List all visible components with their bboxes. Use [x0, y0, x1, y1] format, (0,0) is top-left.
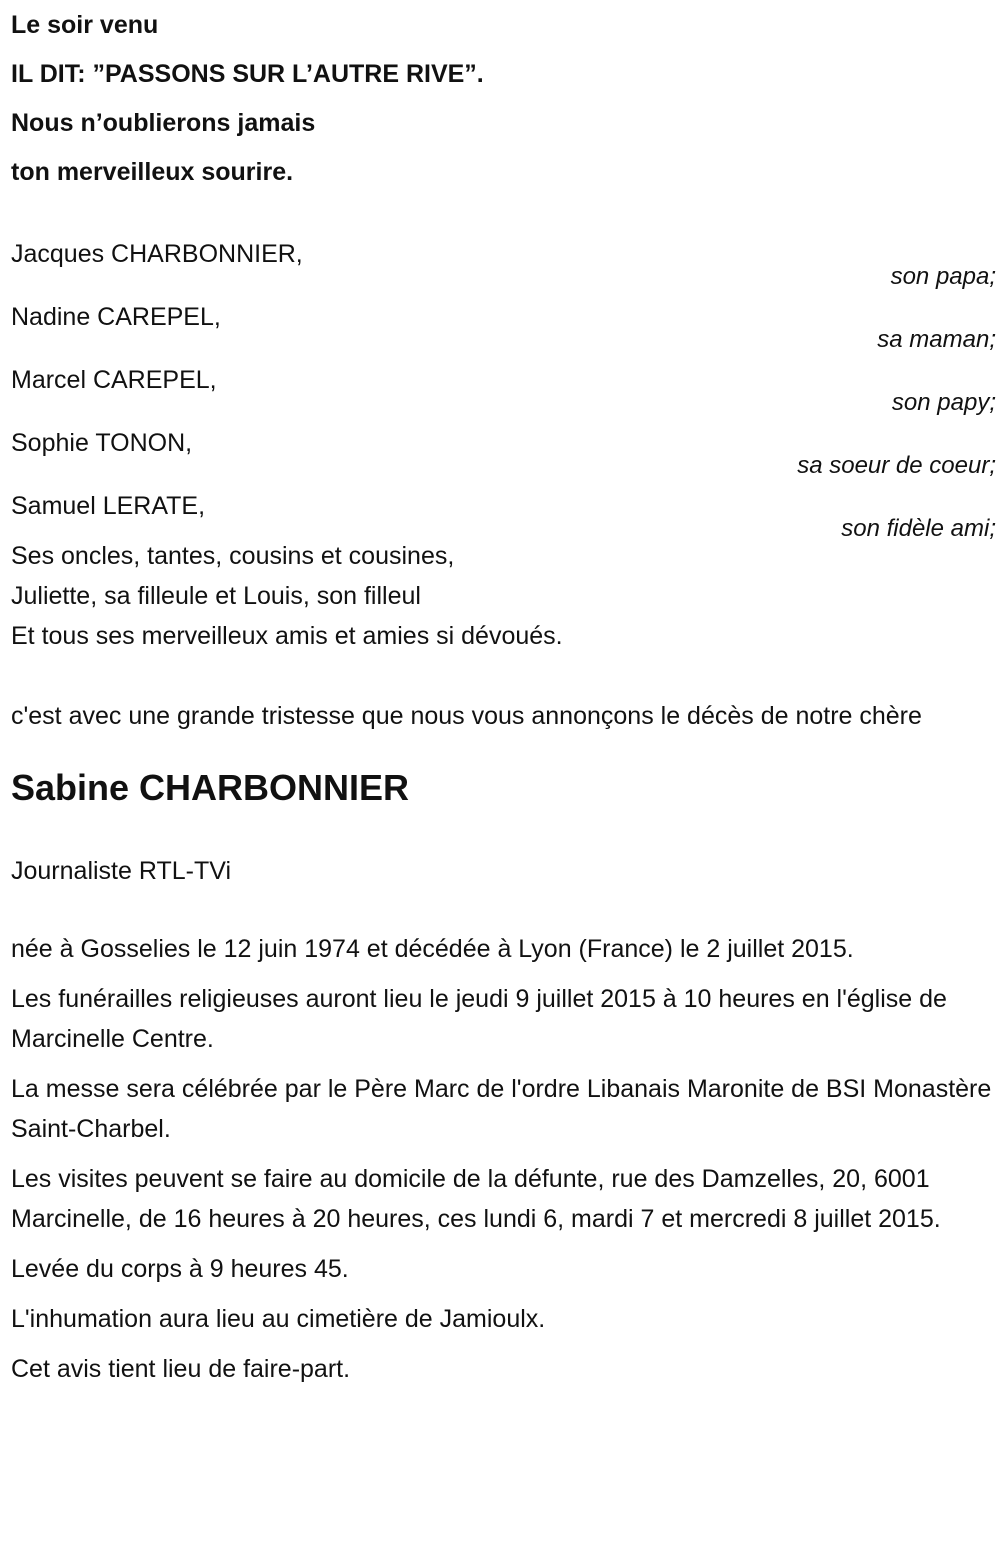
relatives-line: Ses oncles, tantes, cousins et cousines,	[11, 542, 455, 570]
detail-paragraph: L'inhumation aura lieu au cimetière de Jamioulx.	[11, 1305, 546, 1333]
family-member	[11, 354, 996, 417]
other-relatives	[11, 536, 996, 656]
obituary	[11, 0, 996, 1399]
poem-line: Nous n’oublierons jamais	[11, 109, 316, 137]
announcement-intro: c'est avec une grande tristesse que nous vous annonçons le décès de notre chère	[11, 702, 922, 730]
deceased-occupation: Journaliste RTL-TVi	[11, 857, 231, 885]
family-role: sa soeur de coeur;	[797, 452, 996, 479]
family-name: Nadine CAREPEL,	[11, 303, 221, 331]
detail-paragraph: Les funérailles religieuses auront lieu le jeudi 9 juillet 2015 à 10 heures en l'église de Marcinelle Centre.	[11, 985, 947, 1053]
family-name: Samuel LERATE,	[11, 492, 206, 520]
family-role: son papa;	[890, 263, 996, 290]
detail-paragraph: Les visites peuvent se faire au domicile de la défunte, rue des Damzelles, 20, 6001 Marcinelle, de 16 heures à 20 heures, ces lundi 6, mardi 7 et mercredi 8 juillet 2015.	[11, 1165, 941, 1233]
detail-paragraph: Levée du corps à 9 heures 45.	[11, 1255, 349, 1283]
detail-paragraph: La messe sera célébrée par le Père Marc de l'ordre Libanais Maronite de BSI Monastère Saint-Charbel.	[11, 1075, 992, 1143]
poem	[11, 0, 996, 197]
poem-line: ton merveilleux sourire.	[11, 158, 294, 186]
relatives-line: Juliette, sa filleule et Louis, son filleul	[11, 582, 421, 610]
family-member	[11, 291, 996, 354]
funeral-details	[11, 929, 996, 1389]
family-role: son papy;	[891, 389, 996, 416]
poem-line: IL DIT: ”PASSONS SUR L’AUTRE RIVE”.	[11, 60, 484, 88]
detail-paragraph: Cet avis tient lieu de faire-part.	[11, 1355, 351, 1383]
family-member	[11, 228, 996, 291]
family-name: Marcel CAREPEL,	[11, 366, 217, 394]
family-role: son fidèle ami;	[841, 515, 996, 542]
detail-paragraph: née à Gosselies le 12 juin 1974 et décédée à Lyon (France) le 2 juillet 2015.	[11, 935, 854, 963]
family-member	[11, 480, 996, 543]
relatives-line: Et tous ses merveilleux amis et amies si dévoués.	[11, 622, 563, 650]
family-name: Sophie TONON,	[11, 429, 193, 457]
deceased-name: Sabine CHARBONNIER	[11, 767, 410, 808]
family-list	[11, 228, 996, 543]
family-member	[11, 417, 996, 480]
poem-line: Le soir venu	[11, 11, 159, 39]
family-role: sa maman;	[877, 326, 996, 353]
family-name: Jacques CHARBONNIER,	[11, 240, 303, 268]
